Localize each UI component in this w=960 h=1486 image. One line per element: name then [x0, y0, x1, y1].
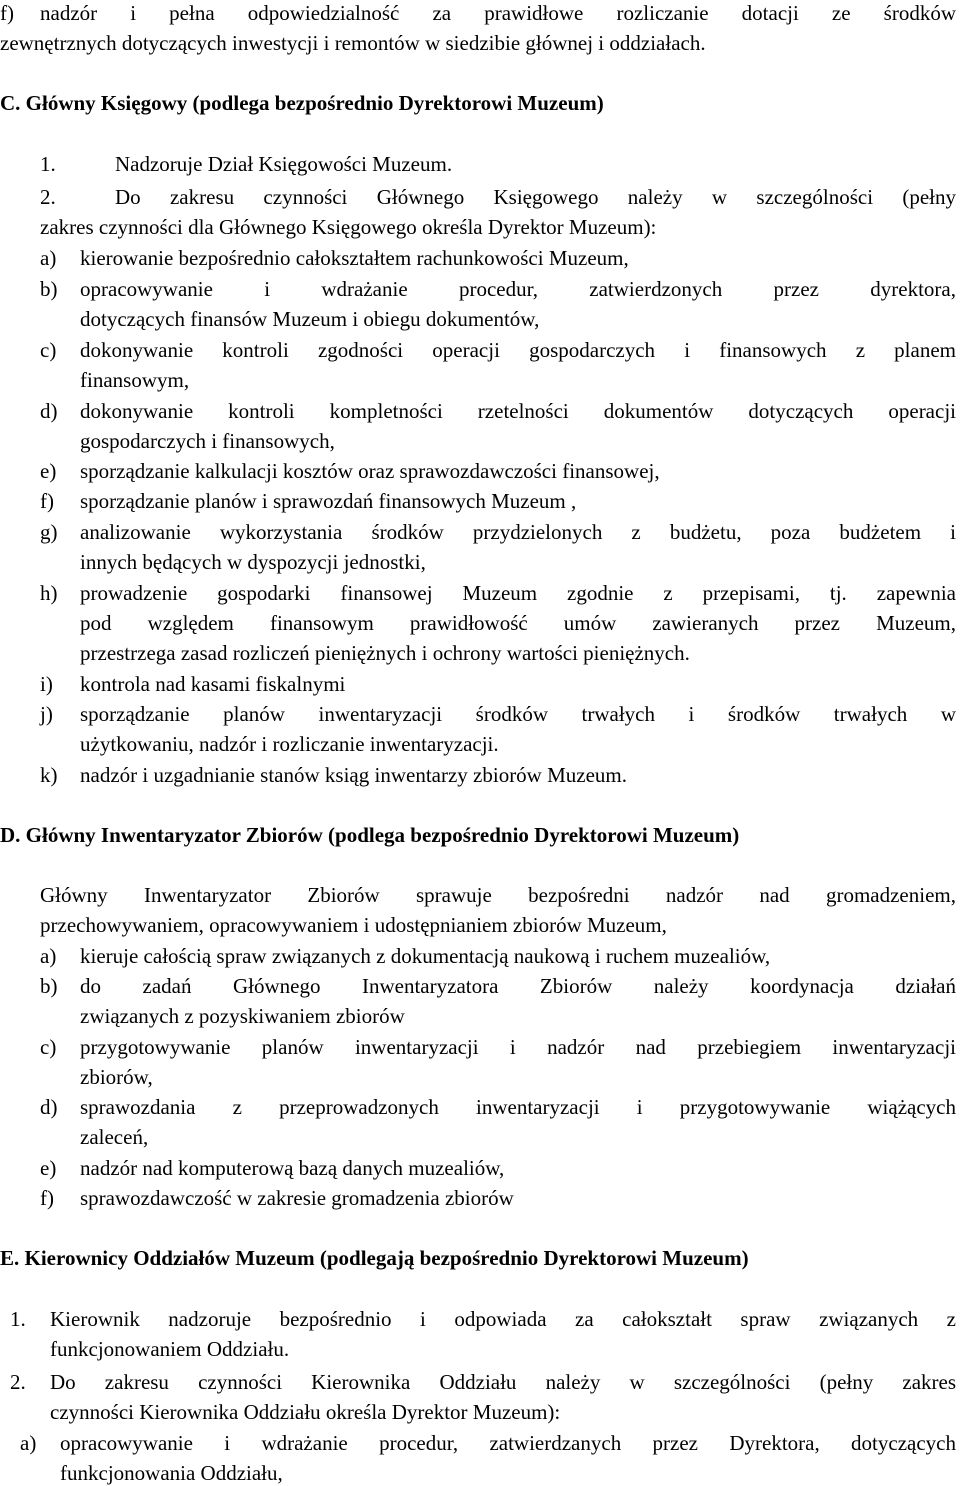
- list-item-text: innych będących w dyspozycji jednostki,: [80, 550, 426, 574]
- list-marker: a): [40, 246, 57, 270]
- list-item-text: nadzór nad komputerową bazą danych muzealiów,: [80, 1156, 505, 1180]
- list-item-text: opracowywanie i wdrażanie procedur, zatwierdzonych przez dyrektora,: [80, 277, 956, 301]
- list-item-text: dokonywanie kontroli kompletności rzetelności dokumentów dotyczących operacji: [80, 399, 956, 423]
- list-item-text: kieruje całością spraw związanych z dokumentacją naukową i ruchem muzealiów,: [80, 944, 771, 968]
- list-marker: i): [40, 672, 53, 696]
- list-marker: f): [40, 1186, 54, 1210]
- paragraph-text: Kierownik nadzoruje bezpośrednio i odpowiada za całokształt spraw związanych z: [50, 1307, 956, 1331]
- list-item-text: finansowym,: [80, 368, 190, 392]
- paragraph-text: Nadzoruje Dział Księgowości Muzeum.: [115, 152, 453, 176]
- paragraph-text: funkcjonowaniem Oddziału.: [50, 1337, 290, 1361]
- section-heading: C. Główny Księgowy (podlega bezpośrednio Dyrektorowi Muzeum): [0, 91, 604, 115]
- list-marker: b): [40, 974, 58, 998]
- list-marker: g): [40, 520, 58, 544]
- paragraph-text: Do zakresu czynności Kierownika Oddziału należy w szczególności (pełny zakres: [50, 1370, 956, 1394]
- list-item-text: kierowanie bezpośrednio całokształtem rachunkowości Muzeum,: [80, 246, 629, 270]
- list-item-text: sporządzanie planów inwentaryzacji środków trwałych i środków trwałych w: [80, 702, 956, 726]
- list-item-text: przestrzega zasad rozliczeń pieniężnych i ochrony wartości pieniężnych.: [80, 641, 690, 665]
- list-item-text: dotyczących finansów Muzeum i obiegu dokumentów,: [80, 307, 540, 331]
- list-item-text: zewnętrznych dotyczących inwestycji i remontów w siedzibie głównej i oddziałach.: [0, 31, 706, 55]
- list-marker: a): [40, 944, 57, 968]
- paragraph-text: czynności Kierownika Oddziału określa Dyrektor Muzeum):: [50, 1400, 561, 1424]
- list-marker: a): [20, 1431, 37, 1455]
- list-item-text: przygotowywanie planów inwentaryzacji i nadzór nad przebiegiem inwentaryzacji: [80, 1035, 956, 1059]
- paragraph-text: Główny Inwentaryzator Zbiorów sprawuje bezpośredni nadzór nad gromadzeniem,: [40, 883, 956, 907]
- list-marker: c): [40, 1035, 57, 1059]
- list-item-text: sprawozdania z przeprowadzonych inwentaryzacji i przygotowywanie wiążących: [80, 1095, 956, 1119]
- list-marker: k): [40, 763, 58, 787]
- list-item-text: pod względem finansowym prawidłowość umów zawieranych przez Muzeum,: [80, 611, 956, 635]
- list-marker: f): [40, 489, 54, 513]
- paragraph-number: 1.: [10, 1307, 26, 1331]
- paragraph-number: 2.: [40, 185, 56, 209]
- list-item-text: do zadań Głównego Inwentaryzatora Zbiorów należy koordynacja działań: [80, 974, 956, 998]
- list-item-text: analizowanie wykorzystania środków przydzielonych z budżetu, poza budżetem i: [80, 520, 956, 544]
- list-item-text: zbiorów,: [80, 1065, 153, 1089]
- list-marker: d): [40, 1095, 58, 1119]
- list-item-text: sprawozdawczość w zakresie gromadzenia zbiorów: [80, 1186, 514, 1210]
- list-marker: e): [40, 1156, 57, 1180]
- list-marker: j): [40, 702, 53, 726]
- list-marker: h): [40, 581, 58, 605]
- section-heading: E. Kierownicy Oddziałów Muzeum (podlegają bezpośrednio Dyrektorowi Muzeum): [0, 1246, 749, 1270]
- list-item-text: kontrola nad kasami fiskalnymi: [80, 672, 346, 696]
- section-heading: D. Główny Inwentaryzator Zbiorów (podlega bezpośrednio Dyrektorowi Muzeum): [0, 823, 740, 847]
- list-item-text: funkcjonowania Oddziału,: [60, 1461, 283, 1485]
- list-item-text: sporządzanie planów i sprawozdań finansowych Muzeum ,: [80, 489, 577, 513]
- paragraph-text: zakres czynności dla Głównego Księgowego określa Dyrektor Muzeum):: [40, 215, 657, 239]
- list-item-text: nadzór i uzgadnianie stanów ksiąg inwentarzy zbiorów Muzeum.: [80, 763, 627, 787]
- list-item-text: nadzór i pełna odpowiedzialność za prawidłowe rozliczanie dotacji ze środków: [40, 1, 956, 25]
- paragraph-number: 2.: [10, 1370, 26, 1394]
- list-marker: e): [40, 459, 57, 483]
- list-item-text: związanych z pozyskiwaniem zbiorów: [80, 1004, 405, 1028]
- list-item-text: zaleceń,: [80, 1125, 149, 1149]
- paragraph-number: 1.: [40, 152, 56, 176]
- list-item-text: sporządzanie kalkulacji kosztów oraz sprawozdawczości finansowej,: [80, 459, 660, 483]
- list-item-text: dokonywanie kontroli zgodności operacji gospodarczych i finansowych z planem: [80, 338, 956, 362]
- list-item-text: opracowywanie i wdrażanie procedur, zatwierdzanych przez Dyrektora, dotyczących: [60, 1431, 956, 1455]
- list-marker: b): [40, 277, 58, 301]
- list-marker: d): [40, 399, 58, 423]
- list-item-text: użytkowaniu, nadzór i rozliczanie inwentaryzacji.: [80, 732, 499, 756]
- paragraph-text: Do zakresu czynności Głównego Księgowego należy w szczególności (pełny: [115, 185, 956, 209]
- list-marker: f): [0, 1, 14, 25]
- paragraph-text: przechowywaniem, opracowywaniem i udostępnianiem zbiorów Muzeum,: [40, 913, 667, 937]
- list-item-text: prowadzenie gospodarki finansowej Muzeum zgodnie z przepisami, tj. zapewnia: [80, 581, 956, 605]
- list-item-text: gospodarczych i finansowych,: [80, 429, 335, 453]
- list-marker: c): [40, 338, 57, 362]
